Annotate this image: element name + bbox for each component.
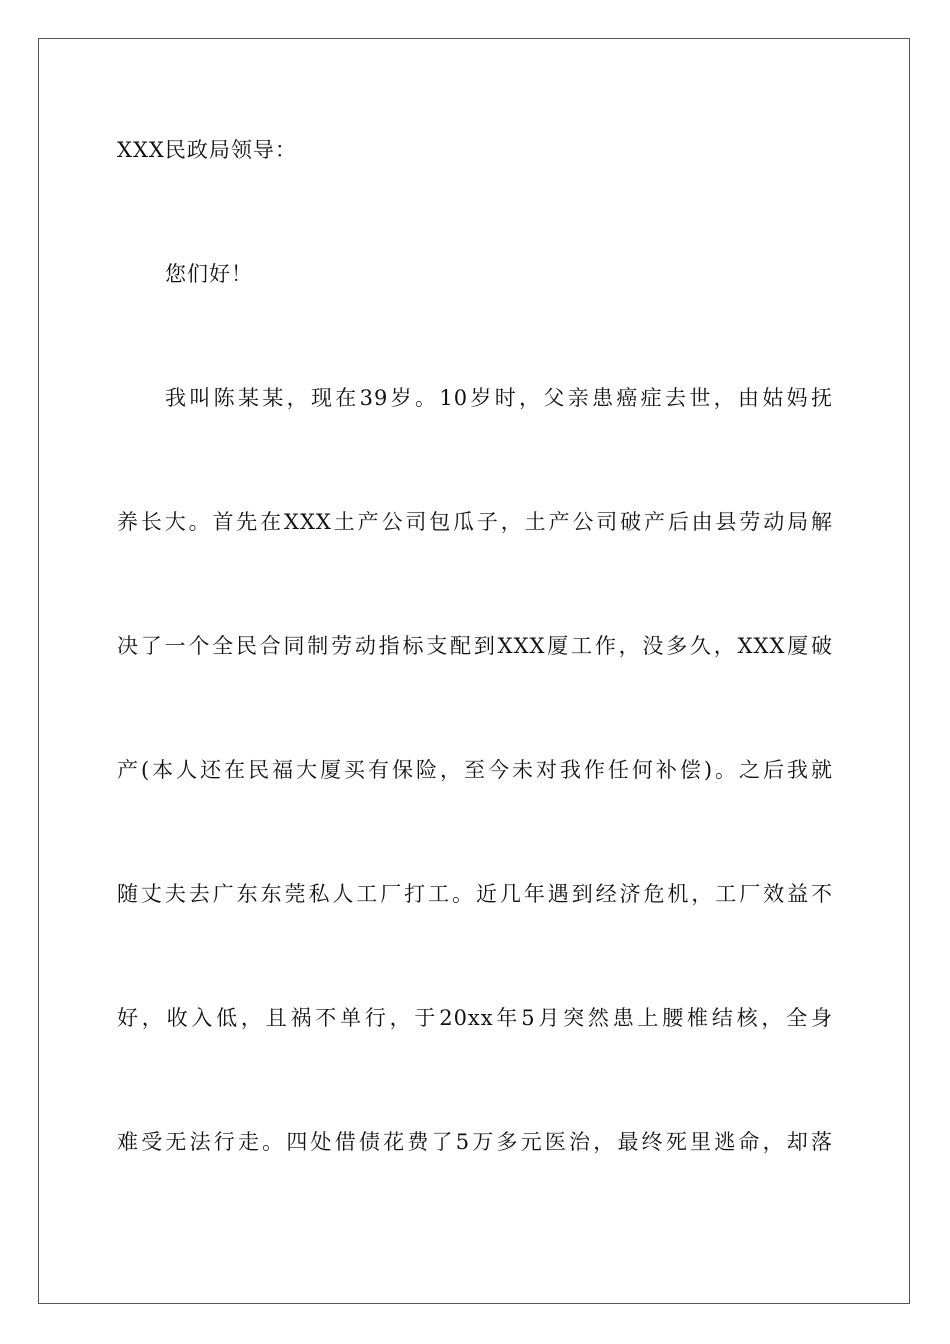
greeting: 您们好！ [165, 262, 253, 286]
body-line-7: 难受无法行走。四处借债花费了5万多元医治，最终死里逃命，却落 [117, 1130, 833, 1154]
body-line-4: 产(本人还在民福大厦买有保险，至今未对我作任何补偿)。之后我就 [117, 758, 833, 782]
body-line-6: 好，收入低，且祸不单行，于20xx年5月突然患上腰椎结核，全身 [117, 1006, 833, 1030]
body-line-3: 决了一个全民合同制劳动指标支配到XXX厦工作，没多久，XXX厦破 [117, 634, 833, 658]
salutation: XXX民政局领导： [117, 138, 297, 162]
page-border [38, 38, 910, 1304]
body-line-1: 我叫陈某某，现在39岁。10岁时，父亲患癌症去世，由姑妈抚 [165, 386, 833, 410]
body-line-2: 养长大。首先在XXX土产公司包瓜子，土产公司破产后由县劳动局解 [117, 510, 833, 534]
body-line-5: 随丈夫去广东东莞私人工厂打工。近几年遇到经济危机，工厂效益不 [117, 882, 833, 906]
